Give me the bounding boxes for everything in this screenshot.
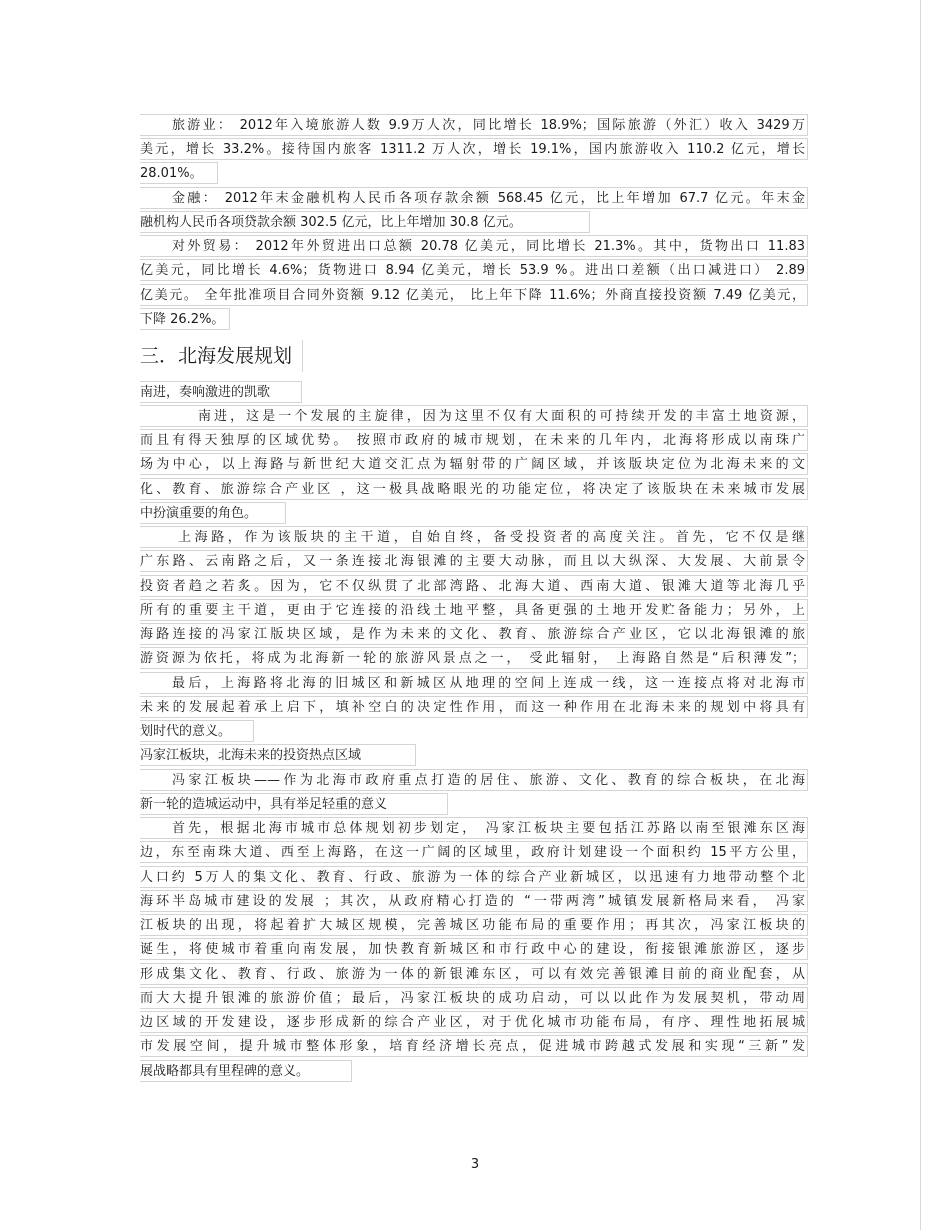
text-line: 旅游业： 2012年入境旅游人数 9.9万人次，同比增长 18.9%；国际旅游（外汇）收入 3429万 [140, 114, 808, 136]
text-line: 江板块的出现，将起着扩大城区规模，完善城区功能布局的重要作用；再其次，冯家江板块的 [140, 914, 808, 936]
text-line: 边区域的开发建设，逐步形成新的综合产业区，对于优化城市功能布局，有序、理性地拓展城 [140, 1011, 808, 1033]
text-line: 上海路，作为该版块的主干道，自始自终，备受投资者的高度关注。首先，它不仅是继 [140, 526, 808, 548]
text-line: 对外贸易： 2012年外贸进出口总额 20.78 亿美元，同比增长 21.3%。其中，货物出口 11.83 [140, 235, 808, 257]
text-line: 海环半岛城市建设的发展 ；其次，从政府精心打造的 “一带两湾”城镇发展新格局来看， 冯家 [140, 890, 808, 912]
text-line: 所有的重要主干道，更由于它连接的沿线土地平整，具备更强的土地开发贮备能力；另外，上 [140, 599, 808, 621]
text-line: 市发展空间，提升城市整体形象，培育经济增长亮点，促进城市跨越式发展和实现“三新”发 [140, 1035, 808, 1057]
text-line: 划时代的意义。 [140, 720, 254, 742]
text-line: 28.01%。 [140, 162, 218, 184]
text-line: 海路连接的冯家江版块区域，是作为未来的文化、教育、旅游综合产业区，它以北海银滩的旅 [140, 623, 808, 645]
section-heading: 三．北海发展规划 [140, 340, 303, 372]
text-line: 最后，上海路将北海的旧城区和新城区从地理的空间上连成一线，这一连接点将对北海市 [140, 672, 808, 694]
text-line: 亿美元，同比增长 4.6%；货物进口 8.94 亿美元，增长 53.9 %。进出口差额（出口减进口） 2.89 [140, 259, 808, 281]
text-line: 冯家江板块——作为北海市政府重点打造的居住、旅游、文化、教育的综合板块，在北海 [140, 769, 808, 791]
text-line: 亿美元。 全年批准项目合同外资额 9.12 亿美元， 比上年下降 11.6%；外商直接投资额 7.49 亿美元， [140, 284, 808, 306]
text-line: 场为中心，以上海路与新世纪大道交汇点为辐射带的广阔区域，并该版块定位为北海未来的文 [140, 453, 808, 475]
text-line: 而且有得天独厚的区域优势。 按照市政府的城市规划，在未来的几年内，北海将形成以南珠广 [140, 429, 808, 451]
text-line: 人口约 5万人的集文化、教育、行政、旅游为一体的综合产业新城区，以迅速有力地带动整个北 [140, 866, 808, 888]
text-line: 新一轮的造城运动中，具有举足轻重的意义 [140, 793, 448, 815]
text-line: 广东路、云南路之后，又一条连接北海银滩的主要大动脉，而且以大纵深、大发展、大前景令 [140, 550, 808, 572]
text-line: 金融： 2012年末金融机构人民币各项存款余额 568.45 亿元，比上年增加 67.7 亿元。年末金 [140, 187, 808, 209]
text-line: 南进，这是一个发展的主旋律，因为这里不仅有大面积的可持续开发的丰富土地资源， [140, 405, 808, 427]
text-line: 融机构人民币各项贷款余额 302.5 亿元，比上年增加 30.8 亿元。 [140, 211, 590, 233]
page-number: 3 [470, 1157, 480, 1172]
text-line: 未来的发展起着承上启下，填补空白的决定性作用，而这一种作用在北海未来的规划中将具有 [140, 696, 808, 718]
text-line: 中扮演重要的角色。 [140, 502, 286, 524]
text-line: 下降 26.2%。 [140, 308, 230, 330]
text-line: 边，东至南珠大道、西至上海路，在这一广阔的区域里，政府计划建设一个面积约 15平方公里， [140, 841, 808, 863]
text-line: 美元，增长 33.2%。接待国内旅客 1311.2 万人次，增长 19.1%，国内旅游收入 110.2 亿元，增长 [140, 138, 808, 160]
text-line: 诞生，将使城市着重向南发展，加快教育新城区和市行政中心的建设，衔接银滩旅游区，逐步 [140, 938, 808, 960]
text-line: 首先，根据北海市城市总体规划初步划定， 冯家江板块主要包括江苏路以南至银滩东区海 [140, 817, 808, 839]
text-line: 展战略都具有里程碑的意义。 [140, 1060, 352, 1082]
text-line: 投资者趋之若炙。因为，它不仅纵贯了北部湾路、北海大道、西南大道、银滩大道等北海几乎 [140, 575, 808, 597]
subheading: 冯家江板块，北海未来的投资热点区域 [140, 744, 416, 766]
text-line: 而大大提升银滩的旅游价值；最后，冯家江板块的成功启动，可以以此作为发展契机，带动周 [140, 987, 808, 1009]
text-line: 形成集文化、教育、行政、旅游为一体的新银滩东区，可以有效完善银滩目前的商业配套，从 [140, 963, 808, 985]
text-line: 化、教育、旅游综合产业区 ，这一极具战略眼光的功能定位，将决定了该版块在未来城市发展 [140, 478, 808, 500]
subheading: 南进，奏响激进的凯歌 [140, 381, 302, 403]
text-line: 游资源为依托，将成为北海新一轮的旅游风景点之一， 受此辐射， 上海路自然是“后积薄发”； [140, 647, 808, 669]
